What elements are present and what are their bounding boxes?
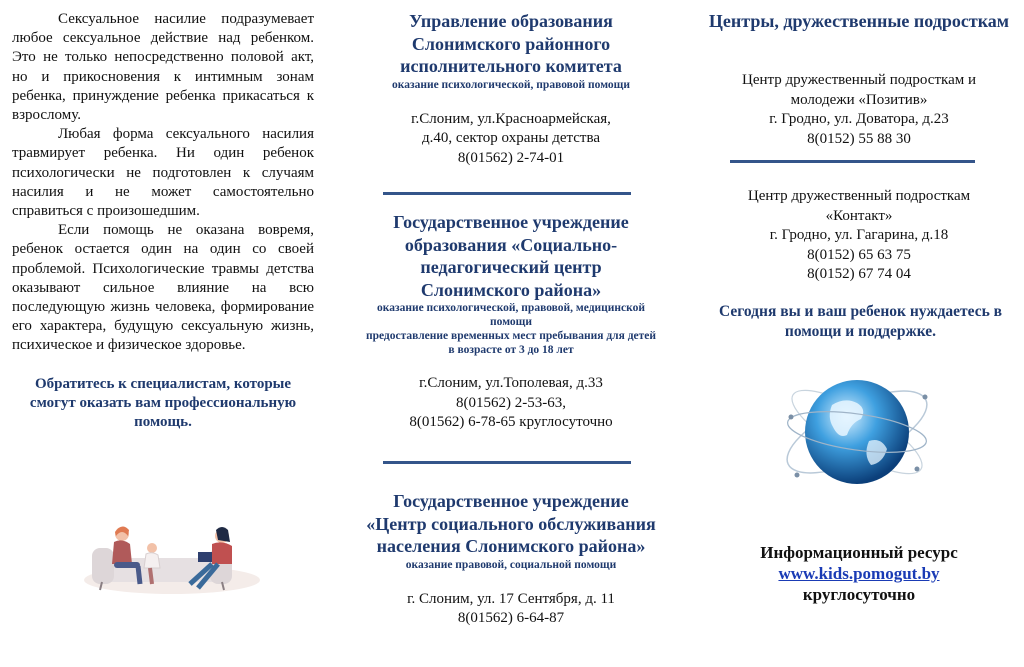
section-divider	[383, 461, 631, 464]
centers-heading: Центры, дружественные подросткам	[708, 11, 1010, 31]
center-name: «Контакт»	[825, 207, 893, 224]
org-services: оказание психологической, правовой помощи	[392, 78, 630, 91]
org-address-line: д.40, сектор охраны детства	[421, 130, 600, 146]
org-social-pedagogical-center	[365, 211, 657, 433]
org-social-service-center	[365, 490, 657, 629]
globe-network-icon	[777, 357, 937, 507]
info-resource-block	[705, 542, 1013, 605]
section-divider	[730, 160, 975, 163]
org-phone: 8(01562) 6-78-65 круглосуточно	[409, 414, 613, 430]
org-title: Государственное учреждение образования «Социально-педагогический центр Слонимского района»	[393, 212, 629, 300]
center-name: Центр дружественный подросткам	[747, 188, 971, 204]
center-name: молодежи «Позитив»	[790, 91, 928, 108]
center-phone: 8(0152) 67 74 04	[807, 266, 911, 282]
center-name: Центр дружественный подросткам и	[741, 72, 977, 88]
counseling-illustration	[82, 518, 262, 598]
center-address: г. Гродно, ул. Гагарина, д.18	[769, 227, 949, 243]
org-education-department	[365, 10, 657, 168]
org-address: г.Слоним, ул.Тополевая, д.33	[419, 375, 603, 391]
center-kontakt	[705, 187, 1013, 285]
org-services: оказание психологической, правовой, медицинской помощи	[377, 302, 645, 328]
org-phone: 8(01562) 6-64-87	[457, 610, 565, 626]
specialist-call-to-action: Обратитесь к специалистам, которые смогут оказать вам профессиональную помощь.	[29, 375, 297, 430]
left-panel	[12, 10, 314, 432]
section-divider	[383, 192, 631, 195]
info-resource-hours: круглосуточно	[802, 585, 916, 604]
org-title: Государственное учреждение «Центр социального обслуживания населения Слонимского района»	[366, 491, 656, 556]
support-slogan: Сегодня вы и ваш ребенок нуждаетесь в помощи и поддержке.	[718, 303, 1003, 340]
paragraph-trauma: Любая форма сексуального насилия травмирует ребенка. Ни один ребенок психологически не подготовлен к случаям насилия и не может самостоятельно справиться с произошедшим.	[12, 126, 314, 220]
paragraph-consequences: Если помощь не оказана вовремя, ребенок остается один на один со своей проблемой. Психологические травмы детства оказывают сильное влияние на всю последующую жизнь человека, формирование его характера, будущую сексуальную жизнь, психическое и физическое здоровье.	[12, 222, 314, 354]
org-services: оказание правовой, социальной помощи	[405, 558, 617, 571]
org-address-line: г.Слоним, ул.Красноармейская,	[411, 110, 611, 127]
org-address: г. Слоним, ул. 17 Сентября, д. 11	[407, 590, 615, 607]
org-phone: 8(01562) 2-74-01	[457, 149, 565, 166]
kids-pomogut-link[interactable]: www.kids.pomogut.by	[778, 564, 940, 583]
center-phone: 8(0152) 65 63 75	[807, 246, 911, 263]
info-resource-title: Информационный ресурс	[760, 543, 958, 562]
paragraph-definition: Сексуальное насилие подразумевает любое сексуальное действие над ребенком. Это не только непосредственно половой акт, но и прикосновения к интимным зонам ребенка, принуждение ребенка прикасаться к взрослому.	[12, 11, 314, 124]
center-phone: 8(0152) 55 88 30	[807, 130, 911, 147]
center-positiv	[705, 71, 1013, 149]
center-address: г. Гродно, ул. Доватора, д.23	[769, 111, 949, 127]
org-services-extra: предоставление временных мест пребывания для детей в возрасте от 3 до 18 лет	[365, 330, 657, 356]
org-title: Управление образования Слонимского районного исполнительного комитета	[400, 11, 622, 76]
org-phone: 8(01562) 2-53-63,	[456, 394, 566, 411]
